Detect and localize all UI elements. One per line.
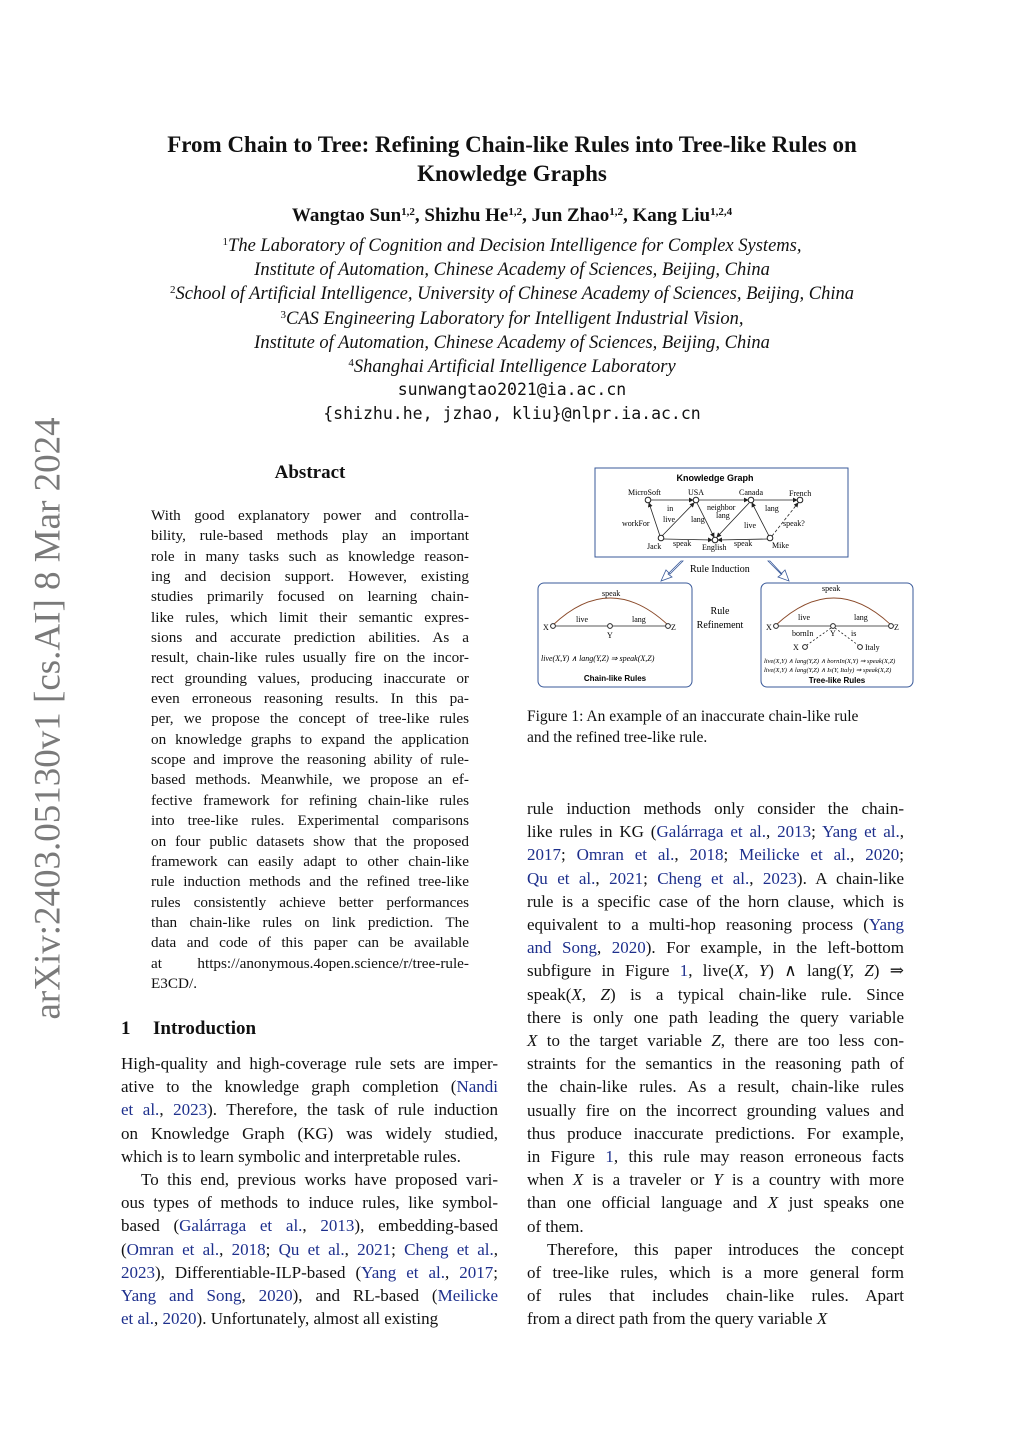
citation-link[interactable]: 2023 <box>121 1262 155 1282</box>
text-line <box>527 959 904 982</box>
text-segment: ative to the knowledge graph completion ( <box>121 1077 457 1097</box>
text-segment: just speaks one <box>778 1193 904 1213</box>
arxiv-identifier: arXiv:2403.05130v1 [cs.AI] 8 Mar 2024 <box>27 417 69 1020</box>
section-title: Introduction <box>153 1018 257 1039</box>
abstract-line: framework can easily adapt to other chain-like <box>151 852 469 870</box>
citation-link[interactable]: Yang et al. <box>822 822 900 842</box>
citation-link[interactable]: Yang et al. <box>361 1262 446 1282</box>
chain-node-y <box>608 624 613 629</box>
node-jack <box>658 535 664 541</box>
abstract-line: role in many tasks such as knowledge reason- <box>151 547 469 565</box>
left-column-text <box>121 1052 498 1330</box>
text-segment: ) ∧ lang( <box>768 961 842 981</box>
citation-link[interactable]: Yang and Song <box>121 1286 242 1306</box>
text-segment: there is only one path leading the query variable <box>527 1007 904 1027</box>
text-line <box>121 1122 498 1145</box>
refine-label-1: Rule <box>710 606 730 617</box>
text-line <box>527 1052 904 1075</box>
label-canada: Canada <box>739 488 763 497</box>
abstract-line: per, we propose the concept of tree-like rules <box>151 710 469 728</box>
text-segment: ; <box>265 1239 279 1259</box>
citation-link[interactable]: et al. <box>121 1100 160 1120</box>
affiliation-line <box>0 234 1024 258</box>
node-canada <box>748 497 754 503</box>
text-line <box>121 1098 498 1121</box>
citation-link[interactable]: Omran et al. <box>126 1239 220 1259</box>
refine-label-2: Refinement <box>696 620 744 631</box>
abstract-line: studies primarily focused on learning chain- <box>151 588 469 606</box>
label-neighbor: neighbor <box>707 503 736 512</box>
affiliation-text: Shanghai Artificial Intelligence Laboratory <box>353 357 676 378</box>
text-line <box>527 1261 904 1284</box>
tree-is: is <box>851 629 857 638</box>
abstract-line: ing and decision support. However, existing <box>151 568 469 586</box>
text-line <box>527 797 904 820</box>
affiliations <box>0 234 1024 379</box>
text-line <box>527 867 904 890</box>
text-segment: ), Differentiable-ILP-based ( <box>155 1262 362 1282</box>
text-segment: Y, Z <box>841 961 874 981</box>
label-speak-q: speak? <box>783 519 805 528</box>
author-name: Shizhu He <box>424 205 509 226</box>
induction-arrow-right <box>768 561 789 581</box>
text-segment: ). Therefore, the task of rule induction <box>207 1100 498 1120</box>
text-line <box>527 820 904 843</box>
text-line <box>527 1238 904 1261</box>
text-line <box>527 1122 904 1145</box>
right-column-text <box>527 797 904 1331</box>
label-mike: Mike <box>772 541 789 550</box>
tree-node-z <box>889 624 894 629</box>
affiliation-line <box>0 331 1024 355</box>
node-english <box>712 537 718 543</box>
text-segment: , <box>766 822 778 842</box>
text-line <box>527 1284 904 1307</box>
label-french: French <box>789 489 812 498</box>
label-live-1: live <box>663 515 675 524</box>
citation-link[interactable]: 2023 <box>173 1100 208 1120</box>
text-segment: Therefore, this paper introduces the concept <box>547 1239 904 1259</box>
text-line <box>121 1307 498 1330</box>
text-line <box>527 843 904 866</box>
label-lang-2: lang <box>716 511 730 520</box>
affiliation-text: Institute of Automation, Chinese Academy of Sciences, Beijing, China <box>254 260 770 281</box>
tree-lang: lang <box>854 613 868 622</box>
abstract-line: rect grounding values, producing inaccurate or <box>151 669 469 687</box>
induction-arrow-left <box>661 561 683 581</box>
citation-link[interactable]: 2013 <box>777 822 812 842</box>
text-segment: ( <box>121 1239 127 1259</box>
text-segment: is a country with more <box>722 1170 905 1190</box>
tree-bornin: bornIn <box>792 629 814 638</box>
affiliation-line <box>0 258 1024 282</box>
abstract-line: bility, rule-based methods play an important <box>151 527 469 545</box>
text-line <box>527 1168 904 1191</box>
citation-link[interactable]: 2013 <box>320 1216 355 1236</box>
text-segment: , <box>344 1239 358 1259</box>
paper-title <box>0 130 1024 188</box>
label-speak-2: speak <box>734 539 753 548</box>
text-segment: , <box>850 845 866 865</box>
citation-link[interactable]: 1 <box>605 1147 614 1167</box>
abstract-line: data and code of this paper can be available <box>151 934 469 952</box>
tree-z: Z <box>894 623 899 632</box>
text-line <box>121 1191 498 1214</box>
text-line <box>527 1006 904 1029</box>
citation-link[interactable]: 2018 <box>689 845 724 865</box>
text-segment: of them. <box>527 1216 584 1236</box>
citation-link[interactable]: Meilicke et al. <box>739 845 851 865</box>
chain-z: Z <box>671 623 676 632</box>
email-1: sunwangtao2021@ia.ac.cn <box>397 380 627 399</box>
text-segment: ) is a typical chain-like rule. Since <box>609 984 904 1004</box>
text-segment: X <box>527 1031 538 1051</box>
author-separator: , <box>623 205 633 226</box>
affiliation-text: Institute of Automation, Chinese Academy of Sciences, Beijing, China <box>254 332 770 353</box>
tree-y: Y <box>830 629 836 638</box>
abstract-line: sions and accurate prediction abilities. As a <box>151 629 469 647</box>
figure-1 <box>530 466 920 692</box>
text-segment: rule is a specific case of the horn clause, which is <box>527 891 904 911</box>
text-segment: which is to learn symbolic and interpretable rules. <box>121 1146 461 1166</box>
text-segment: of tree-like rules, which is a more general form <box>527 1263 904 1283</box>
text-line <box>121 1145 498 1168</box>
text-line <box>121 1214 498 1237</box>
text-line <box>527 1215 904 1238</box>
chain-lang: lang <box>632 615 646 624</box>
citation-link[interactable]: Omran et al. <box>576 845 675 865</box>
text-line <box>527 1099 904 1122</box>
text-segment: , <box>899 822 905 842</box>
title-line-2: Knowledge Graphs <box>417 161 607 186</box>
citation-link[interactable]: 2021 <box>609 868 644 888</box>
text-segment: in Figure <box>527 1147 606 1167</box>
text-segment: , <box>219 1239 232 1259</box>
text-segment: To this end, previous works have proposed vari- <box>141 1170 498 1190</box>
tree-title: Tree-like Rules <box>808 676 866 685</box>
node-microsoft <box>645 497 651 503</box>
citation-link[interactable]: 2021 <box>357 1239 392 1259</box>
text-segment: equivalent to a multi-hop reasoning process ( <box>527 915 869 935</box>
abstract-line: result, chain-like rules usually fire on the incor- <box>151 649 469 667</box>
text-segment: ). Unfortunately, almost all existing <box>196 1309 439 1329</box>
label-in: in <box>667 504 674 513</box>
text-segment: usually fire on the incorrect grounding values and <box>527 1100 904 1120</box>
author-list <box>0 205 1024 227</box>
text-segment: straints for the semantics in the reasoning path of <box>527 1054 904 1074</box>
kg-title: Knowledge Graph <box>676 473 754 483</box>
label-speak-1: speak <box>673 539 692 548</box>
abstract-line: at https://anonymous.4open.science/r/tree-rule- <box>151 954 469 972</box>
tree-node-x2 <box>803 645 808 650</box>
chain-node-z <box>666 624 671 629</box>
abstract-line: than chain-like rules on link prediction. The <box>151 913 469 931</box>
text-segment: thus produce inaccurate predictions. For example, <box>527 1123 904 1143</box>
author-name: Jun Zhao <box>531 205 610 226</box>
affiliation-number: 4 <box>348 357 354 370</box>
text-segment: when <box>527 1170 573 1190</box>
abstract-line: scope and improve the reasoning ability of rule- <box>151 751 469 769</box>
text-segment: X <box>572 1170 584 1190</box>
tree-live: live <box>798 613 810 622</box>
citation-link[interactable]: Nandi <box>456 1077 498 1097</box>
label-live-2: live <box>744 521 756 530</box>
label-microsoft: MicroSoft <box>628 488 661 497</box>
tree-italy: Italy <box>865 643 880 652</box>
text-segment: ; <box>391 1239 405 1259</box>
text-segment: , <box>674 845 690 865</box>
citation-link[interactable]: and Song <box>527 938 597 958</box>
affiliation-line <box>0 307 1024 331</box>
author-affiliation-mark: 1,2 <box>508 206 523 218</box>
citation-link[interactable]: Qu et al. <box>278 1239 345 1259</box>
tree-x2: X <box>793 643 799 652</box>
text-segment: ), embedding-based <box>354 1216 498 1236</box>
chain-speak: speak <box>602 589 621 598</box>
caption-line: Figure 1: An example of an inaccurate chain-like rule <box>527 708 859 725</box>
label-workfor: workFor <box>622 519 650 528</box>
text-line <box>121 1284 498 1307</box>
author-affiliation-mark: 1,2,4 <box>710 206 733 218</box>
text-segment: ) ⇒ <box>873 961 904 981</box>
text-segment: ), and RL-based ( <box>292 1286 438 1306</box>
abstract-body <box>151 506 469 994</box>
chain-node-x <box>551 624 556 629</box>
chain-x: X <box>543 623 549 632</box>
affiliation-text: School of Artificial Intelligence, University of Chinese Academy of Sciences, Beijing, China <box>175 284 855 305</box>
author-name: Kang Liu <box>632 205 711 226</box>
abstract-line: rules consistently achieve better performances <box>151 893 469 911</box>
text-segment: , this rule may reason erroneous facts <box>613 1147 905 1167</box>
text-segment: ; <box>723 845 740 865</box>
citation-link[interactable]: 2020 <box>162 1309 197 1329</box>
section-number: 1 <box>121 1018 131 1039</box>
citation-link[interactable]: Yang <box>868 915 904 935</box>
text-segment: ; <box>811 822 823 842</box>
abstract-line: like rules, which limit their semantic expres- <box>151 608 469 626</box>
abstract-line: on knowledge graphs to expand the application <box>151 730 469 748</box>
text-segment: , <box>302 1216 321 1236</box>
abstract-line: rule induction methods and the refined tree-like <box>151 873 469 891</box>
citation-link[interactable]: 2017 <box>459 1262 494 1282</box>
text-segment: , <box>241 1286 259 1306</box>
text-line <box>527 936 904 959</box>
affiliation-number: 3 <box>280 308 286 321</box>
affiliation-text: The Laboratory of Cognition and Decision Intelligence for Complex Systems, <box>228 236 802 256</box>
text-segment: rule induction methods only consider the chain- <box>527 799 904 818</box>
author-name: Wangtao Sun <box>291 205 402 226</box>
text-segment: X, Z <box>571 984 610 1004</box>
citation-link[interactable]: 1 <box>679 961 689 981</box>
text-segment: Y <box>713 1170 723 1190</box>
citation-link[interactable]: Cheng et al. <box>404 1239 494 1259</box>
node-usa <box>693 497 699 503</box>
abstract-line: E3CD/. <box>151 974 197 992</box>
figure-caption <box>527 706 907 748</box>
citation-link[interactable]: Cheng et al. <box>657 868 750 888</box>
tree-node-y <box>831 624 836 629</box>
label-english: English <box>702 543 727 552</box>
email-2: {shizhu.he, jzhao, kliu}@nlpr.ia.ac.cn <box>323 404 701 423</box>
citation-link[interactable]: 2023 <box>762 868 797 888</box>
citation-link[interactable]: 2017 <box>527 845 561 865</box>
text-line <box>527 983 904 1006</box>
text-segment: ous types of methods to induce rules, like symbol- <box>121 1193 498 1213</box>
text-segment: of rules that includes chain-like rules. Apart <box>527 1286 904 1306</box>
citation-link[interactable]: 2020 <box>611 938 646 958</box>
author-separator: , <box>414 205 425 226</box>
text-line <box>527 913 904 936</box>
emails <box>0 378 1024 426</box>
text-segment: ; <box>643 868 658 888</box>
node-mike <box>767 535 773 541</box>
text-segment: ; <box>493 1262 498 1282</box>
citation-link[interactable]: 2020 <box>258 1286 293 1306</box>
text-segment: X <box>767 1193 779 1213</box>
abstract-line: on four public datasets show that the proposed <box>151 832 469 850</box>
text-segment: like rules in KG ( <box>527 822 657 842</box>
text-segment: to the target variable <box>537 1031 712 1051</box>
affiliation-number: 1 <box>222 236 229 248</box>
chain-y: Y <box>607 631 613 640</box>
label-lang-3: lang <box>765 504 779 513</box>
text-segment: High-quality and high-coverage rule sets are imper- <box>121 1054 498 1073</box>
text-segment: X, Y <box>733 961 769 981</box>
citation-link[interactable]: 2020 <box>865 845 900 865</box>
text-segment: , <box>154 1309 163 1329</box>
text-segment: , <box>445 1262 460 1282</box>
text-segment: ; <box>561 845 577 865</box>
citation-link[interactable]: Galárraga et al. <box>656 822 767 842</box>
text-line <box>121 1052 498 1075</box>
text-line <box>527 1145 904 1168</box>
caption-line: and the refined tree-like rule. <box>527 729 708 746</box>
text-line <box>121 1168 498 1191</box>
text-segment: based ( <box>121 1216 180 1236</box>
text-segment: speak( <box>527 984 572 1004</box>
text-segment: , <box>749 868 763 888</box>
text-line <box>121 1261 498 1284</box>
tree-x: X <box>766 623 772 632</box>
text-line <box>527 1307 904 1330</box>
abstract-line: based methods. Meanwhile, we propose an ef- <box>151 771 469 789</box>
author-affiliation-mark: 1,2 <box>609 206 623 218</box>
label-lang-1: lang <box>691 515 705 524</box>
tree-rule-2: live(X,Y) ∧ lang(Y,Z) ∧ Is(Y, Italy) ⇒ speak(X,Z) <box>764 667 892 674</box>
tree-node-x <box>774 624 779 629</box>
label-usa: USA <box>688 488 705 497</box>
text-segment: from a direct path from the query variable <box>527 1309 817 1329</box>
rule-induction-label: Rule Induction <box>690 564 750 575</box>
text-segment: on Knowledge Graph (KG) was widely studied, <box>121 1123 498 1143</box>
citation-link[interactable]: Meilicke <box>437 1286 498 1306</box>
text-segment: X <box>816 1309 828 1329</box>
text-segment: , <box>493 1239 499 1259</box>
text-segment: , live( <box>688 961 734 981</box>
affiliation-line <box>0 282 1024 306</box>
text-segment: subfigure in Figure <box>527 961 680 981</box>
chain-live: live <box>576 615 588 624</box>
text-segment: ). For example, in the left-bottom <box>645 938 905 958</box>
text-line <box>527 890 904 913</box>
tree-speak: speak <box>822 584 841 593</box>
tree-node-italy <box>858 645 863 650</box>
text-segment: is a traveler or <box>583 1170 714 1190</box>
affiliation-number: 2 <box>169 284 176 297</box>
abstract-heading: Abstract <box>274 462 346 483</box>
citation-link[interactable]: et al. <box>121 1309 155 1329</box>
text-segment: , <box>597 938 612 958</box>
text-line <box>527 1075 904 1098</box>
abstract-line: With good explanatory power and controlla- <box>151 507 469 524</box>
text-segment: than one official language and <box>527 1193 768 1213</box>
chain-title: Chain-like Rules <box>583 674 647 683</box>
text-segment: Z <box>711 1031 721 1051</box>
text-segment: , there are too less con- <box>720 1031 904 1051</box>
text-line <box>527 1191 904 1214</box>
abstract-line: fective framework for refining chain-like rules <box>151 791 469 809</box>
affiliation-line <box>0 355 1024 379</box>
abstract-line: into tree-like rules. Experimental comparisons <box>151 812 469 830</box>
citation-link[interactable]: Galárraga et al. <box>179 1216 303 1236</box>
text-line <box>527 1029 904 1052</box>
abstract-line: even erroneous reasoning results. In this pa- <box>151 690 469 708</box>
text-segment: , <box>159 1100 174 1120</box>
text-segment: , <box>595 868 610 888</box>
tree-rule-1: live(X,Y) ∧ lang(Y,Z) ∧ bornIn(X,Y) ⇒ speak(X,Z) <box>764 658 896 665</box>
citation-link[interactable]: 2018 <box>231 1239 266 1259</box>
section-heading <box>121 1018 256 1040</box>
label-jack: Jack <box>647 542 662 551</box>
text-segment: ). A chain-like <box>796 868 905 888</box>
text-segment: ; <box>899 845 904 865</box>
chain-rule: live(X,Y) ∧ lang(Y,Z) ⇒ speak(X,Z) <box>541 654 655 663</box>
text-line <box>121 1075 498 1098</box>
author-affiliation-mark: 1,2 <box>401 206 415 218</box>
citation-link[interactable]: Qu et al. <box>527 868 596 888</box>
node-french <box>797 497 803 503</box>
text-line <box>121 1238 498 1261</box>
title-line-1: From Chain to Tree: Refining Chain-like Rules into Tree-like Rules on <box>167 132 857 157</box>
text-segment: the chain-like rules. As a result, chain-like rules <box>527 1077 904 1097</box>
author-separator: , <box>522 205 532 226</box>
affiliation-text: CAS Engineering Laboratory for Intelligent Industrial Vision, <box>285 308 744 329</box>
